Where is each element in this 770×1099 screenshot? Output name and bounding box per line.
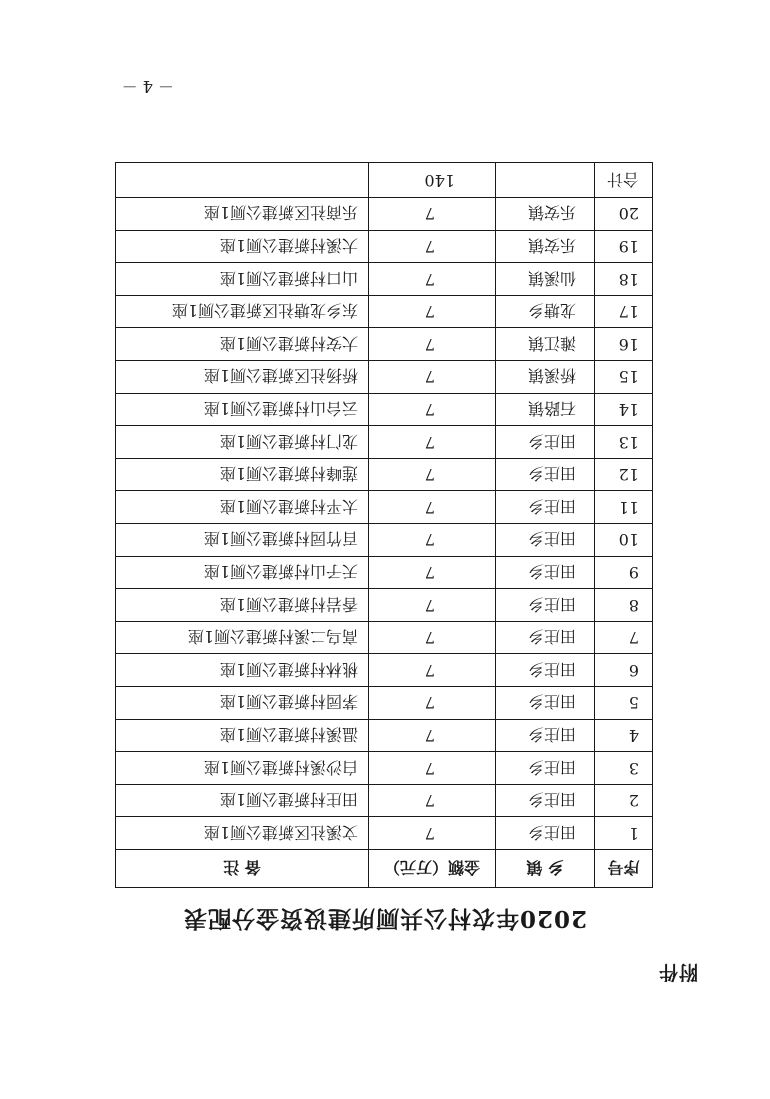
cell-remark: 百竹园村新建公厕1座 [116,524,369,557]
header-no: 序号 [595,850,653,888]
table-row [116,491,653,524]
cell-town: 田庄乡 [496,719,595,752]
cell-town: 田庄乡 [496,491,595,524]
cell-remark: 大安村新建公厕1座 [116,328,369,361]
table-row [116,263,653,296]
cell-no: 6 [595,654,653,687]
cell-no: 2 [595,784,653,817]
cell-amount: 7 [369,328,496,361]
cell-no: 10 [595,524,653,557]
cell-amount: 7 [369,426,496,459]
cell-no: 19 [595,230,653,263]
cell-amount: 7 [369,654,496,687]
cell-no: 1 [595,817,653,850]
cell-amount: 7 [369,198,496,231]
cell-amount: 7 [369,589,496,622]
cell-amount: 7 [369,784,496,817]
cell-town: 龙塘乡 [496,295,595,328]
cell-amount: 7 [369,361,496,394]
cell-amount: 7 [369,230,496,263]
cell-no: 17 [595,295,653,328]
cell-amount: 7 [369,687,496,720]
cell-remark: 龙门村新建公厕1座 [116,426,369,459]
table-row [116,687,653,720]
cell-town: 田庄乡 [496,458,595,491]
allocation-table [115,162,653,888]
table-row [116,295,653,328]
cell-remark: 山口村新建公厕1座 [116,263,369,296]
table-row [116,361,653,394]
cell-remark: 高乌二溪村新建公厕1座 [116,621,369,654]
cell-no: 16 [595,328,653,361]
total-amount: 140 [369,163,496,198]
cell-town: 田庄乡 [496,752,595,785]
cell-remark: 桥扬社区新建公厕1座 [116,361,369,394]
cell-town: 田庄乡 [496,426,595,459]
cell-amount: 7 [369,817,496,850]
cell-remark: 香岩村新建公厕1座 [116,589,369,622]
cell-amount: 7 [369,556,496,589]
table-row [116,556,653,589]
cell-amount: 7 [369,719,496,752]
cell-no: 9 [595,556,653,589]
cell-amount: 7 [369,491,496,524]
cell-town: 田庄乡 [496,621,595,654]
cell-town: 田庄乡 [496,817,595,850]
cell-town: 田庄乡 [496,589,595,622]
cell-no: 14 [595,393,653,426]
table-row [116,817,653,850]
cell-amount: 7 [369,524,496,557]
cell-remark: 天子山村新建公厕1座 [116,556,369,589]
header-remark: 备 注 [116,850,369,888]
cell-no: 5 [595,687,653,720]
header-town: 乡 镇 [496,850,595,888]
cell-amount: 7 [369,263,496,296]
table-row [116,328,653,361]
cell-town: 乐安镇 [496,198,595,231]
header-amount: 金额（万元） [369,850,496,888]
cell-no: 11 [595,491,653,524]
cell-no: 8 [595,589,653,622]
cell-no: 7 [595,621,653,654]
table-row [116,589,653,622]
cell-no: 12 [595,458,653,491]
cell-no: 18 [595,263,653,296]
cell-remark: 东乡龙塘社区新建公厕1座 [116,295,369,328]
table-row [116,621,653,654]
cell-no: 13 [595,426,653,459]
cell-amount: 7 [369,295,496,328]
cell-remark: 太平村新建公厕1座 [116,491,369,524]
attachment-label: 附件 [657,961,698,983]
cell-town: 田庄乡 [496,524,595,557]
table-body [116,198,653,850]
cell-amount: 7 [369,393,496,426]
cell-no: 15 [595,361,653,394]
table-row [116,654,653,687]
total-label: 合计 [595,163,653,198]
cell-remark: 文溪社区新建公厕1座 [116,817,369,850]
cell-town: 仙溪镇 [496,263,595,296]
table-row [116,230,653,263]
cell-remark: 田庄村新建公厕1座 [116,784,369,817]
cell-remark: 温溪村新建公厕1座 [116,719,369,752]
cell-town: 乐安镇 [496,230,595,263]
cell-no: 20 [595,198,653,231]
cell-amount: 7 [369,621,496,654]
total-town-cell [496,163,595,198]
table-row [116,426,653,459]
cell-town: 田庄乡 [496,556,595,589]
table-row [116,524,653,557]
cell-remark: 大溪村新建公厕1座 [116,230,369,263]
page-number: － 4 － [121,77,174,96]
cell-remark: 桃林村新建公厕1座 [116,654,369,687]
cell-amount: 7 [369,752,496,785]
cell-remark: 白沙溪村新建公厕1座 [116,752,369,785]
cell-town: 田庄乡 [496,654,595,687]
cell-town: 滩江镇 [496,328,595,361]
cell-no: 3 [595,752,653,785]
cell-town: 桥溪镇 [496,361,595,394]
total-row [116,163,653,198]
cell-remark: 莲峰村新建公厕1座 [116,458,369,491]
table-row [116,458,653,491]
cell-remark: 乐商社区新建公厕1座 [116,198,369,231]
cell-remark: 云台山村新建公厕1座 [116,393,369,426]
table-row [116,752,653,785]
cell-remark: 茅园村新建公厕1座 [116,687,369,720]
total-remark-cell [116,163,369,198]
table-header-row [116,850,653,888]
table-row [116,784,653,817]
cell-amount: 7 [369,458,496,491]
cell-town: 田庄乡 [496,784,595,817]
cell-town: 田庄乡 [496,687,595,720]
document-title: 2020年农村公共厕所建设资金分配表 [183,905,588,932]
table-row [116,719,653,752]
cell-town: 石路镇 [496,393,595,426]
table-row [116,198,653,231]
cell-no: 4 [595,719,653,752]
table-row [116,393,653,426]
